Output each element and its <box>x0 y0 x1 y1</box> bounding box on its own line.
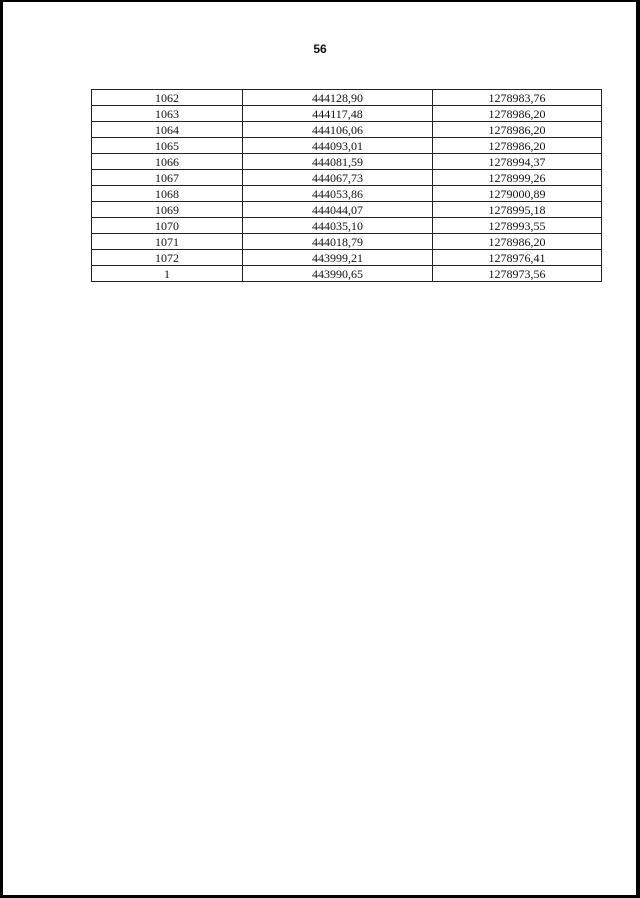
point-number-cell: 1071 <box>92 234 243 250</box>
point-number-cell: 1070 <box>92 218 243 234</box>
table-row <box>92 154 602 170</box>
x-coordinate-cell: 444117,48 <box>243 106 433 122</box>
point-number-cell: 1072 <box>92 250 243 266</box>
y-coordinate-cell: 1278983,76 <box>433 90 602 106</box>
x-coordinate-cell: 444081,59 <box>243 154 433 170</box>
coordinates-table <box>91 89 602 282</box>
scan-border-left <box>0 0 3 898</box>
x-coordinate-cell: 444067,73 <box>243 170 433 186</box>
x-coordinate-cell: 443990,65 <box>243 266 433 282</box>
y-coordinate-cell: 1278986,20 <box>433 234 602 250</box>
table-row <box>92 186 602 202</box>
table-row <box>92 218 602 234</box>
y-coordinate-cell: 1278995,18 <box>433 202 602 218</box>
y-coordinate-cell: 1278986,20 <box>433 122 602 138</box>
table-row <box>92 138 602 154</box>
point-number-cell: 1063 <box>92 106 243 122</box>
y-coordinate-cell: 1278973,56 <box>433 266 602 282</box>
x-coordinate-cell: 444018,79 <box>243 234 433 250</box>
table-row <box>92 202 602 218</box>
x-coordinate-cell: 444053,86 <box>243 186 433 202</box>
point-number-cell: 1068 <box>92 186 243 202</box>
x-coordinate-cell: 444106,06 <box>243 122 433 138</box>
point-number-cell: 1067 <box>92 170 243 186</box>
point-number-cell: 1069 <box>92 202 243 218</box>
point-number-cell: 1065 <box>92 138 243 154</box>
coordinates-table-body <box>92 90 602 282</box>
table-row <box>92 170 602 186</box>
scan-border-top <box>0 0 640 2</box>
x-coordinate-cell: 444093,01 <box>243 138 433 154</box>
scan-border-right <box>636 0 640 898</box>
y-coordinate-cell: 1279000,89 <box>433 186 602 202</box>
x-coordinate-cell: 444035,10 <box>243 218 433 234</box>
table-row <box>92 90 602 106</box>
point-number-cell: 1064 <box>92 122 243 138</box>
y-coordinate-cell: 1278986,20 <box>433 106 602 122</box>
x-coordinate-cell: 443999,21 <box>243 250 433 266</box>
table-row <box>92 234 602 250</box>
page-number: 56 <box>313 42 327 56</box>
x-coordinate-cell: 444128,90 <box>243 90 433 106</box>
table-row <box>92 266 602 282</box>
y-coordinate-cell: 1278999,26 <box>433 170 602 186</box>
y-coordinate-cell: 1278976,41 <box>433 250 602 266</box>
table-row <box>92 106 602 122</box>
point-number-cell: 1 <box>92 266 243 282</box>
table-row <box>92 250 602 266</box>
x-coordinate-cell: 444044,07 <box>243 202 433 218</box>
y-coordinate-cell: 1278993,55 <box>433 218 602 234</box>
y-coordinate-cell: 1278986,20 <box>433 138 602 154</box>
point-number-cell: 1062 <box>92 90 243 106</box>
point-number-cell: 1066 <box>92 154 243 170</box>
y-coordinate-cell: 1278994,37 <box>433 154 602 170</box>
table-row <box>92 122 602 138</box>
